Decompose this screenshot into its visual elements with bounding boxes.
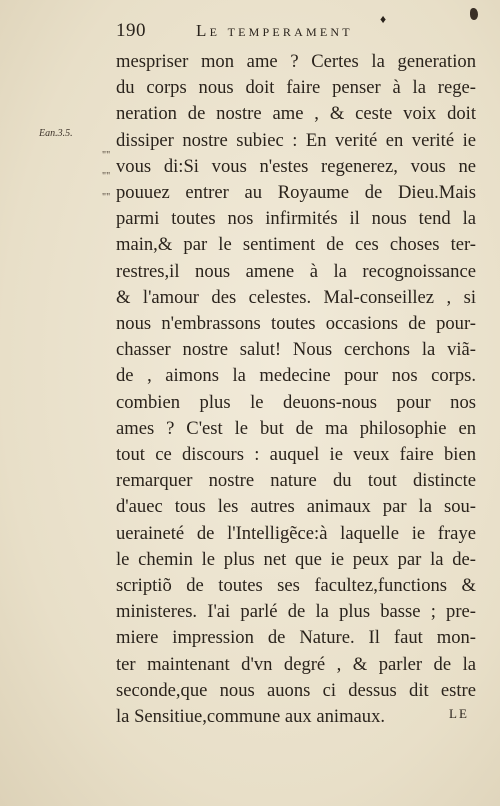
text-line: tout ce discours : auquel ie veux faire bien [116,444,476,466]
text-line: de , aimons la medecine pour nos corps. [116,365,476,387]
quote-mark: "" [102,171,111,182]
text-line: main,& par le sentiment de ces choses ter- [116,234,476,256]
text-line: & l'amour des celestes. Mal-conseillez , si [116,286,476,308]
ornament-icon: ♦ [380,12,387,26]
text-line: scriptiõ de toutes ses facultez,functions & [116,575,476,597]
text-line: du corps nous doit faire penser à la rege- [116,77,476,99]
text-line: nous n'embrassons toutes occasions de pour- [116,313,476,335]
text-line: miere impression de Nature. Il faut mon- [116,627,476,649]
quote-mark: "" [102,192,111,203]
text-line: combien plus le deuons-nous pour nos [116,391,476,413]
ink-blot [470,8,478,20]
text-line: d'auec tous les autres animaux par la sou- [116,496,476,518]
text-line: ministeres. I'ai parlé de la plus basse ; pre- [116,601,476,623]
text-line: restres,il nous amene à la recognoissance [116,260,476,282]
text-line: ter maintenant d'vn degré , & parler de la [116,653,476,675]
quote-mark: "" [102,150,111,161]
text-line: parmi toutes nos infirmités il nous tend la [116,208,476,230]
text-line: le chemin le plus net que ie peux par la de- [116,548,476,570]
running-head: Le temperament [196,21,353,40]
page-header [116,12,476,46]
catchword: LE [449,706,469,721]
body-text [116,49,476,730]
text-line: ueraineté de l'Intelligẽce:à laquelle ie fraye [116,522,476,544]
text-line: remarquer nostre nature du tout distincte [116,470,476,492]
text-line: mespriser mon ame ? Certes la generation [116,51,476,72]
text-line: pouuez entrer au Royaume de Dieu.Mais [116,182,476,204]
text-line: vous di:Si vous n'estes regenerez, vous ne [116,155,476,177]
margin-reference: Ean.3.5. [39,128,73,139]
text-line: ames ? C'est le but de ma philosophie en [116,417,476,439]
text-line: la Sensitiue,commune aux animaux. [116,706,386,728]
text-line: chasser nostre salut! Nous cerchons la viã- [116,339,476,361]
text-line: seconde,que nous auons ci dessus dit estre [116,679,476,701]
page-number: 190 [116,20,146,41]
quote-marks [102,145,110,208]
text-line: dissiper nostre subiec : En verité en verité ie [116,129,476,151]
text-line: neration de nostre ame , & ceste voix doit [116,103,476,125]
